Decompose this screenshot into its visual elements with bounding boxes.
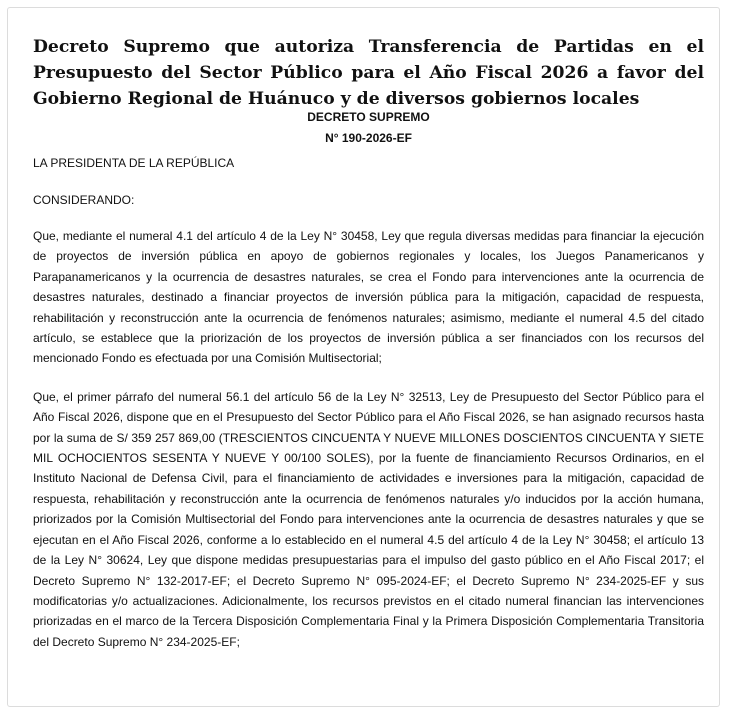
document-card: [7, 7, 720, 707]
issuing-authority: LA PRESIDENTA DE LA REPÚBLICA: [33, 156, 235, 170]
decree-number: N° 190-2026-EF: [325, 131, 412, 145]
considering-paragraph: Que, el primer párrafo del numeral 56.1 del artículo 56 de la Ley N° 32513, Ley de Presupuesto del Sector Público para el Año Fiscal 2026, dispone que en el Presupuesto del Sector Público para el Año Fiscal 2026, se han asignado recursos hasta por la suma de S/ 359 257 869,00 (TRESCIENTOS CINCUENTA Y NUEVE MILLONES DOSCIENTOS CINCUENTA Y SIETE MIL OCHOCIENTOS SESENTA Y NUEVE Y 00/100 SOLES), por la fuente de financiamiento Recursos Ordinarios, en el Instituto Nacional de Defensa Civil, para el financiamiento de actividades e inversiones para la mitigación, capacidad de respuesta, rehabilitación y reconstrucción ante la ocurrencia de fenómenos naturales y/o inducidos por la acción humana, priorizados por la Comisión Multisectorial del Fondo para intervenciones ante la ocurrencia de desastres naturales y que se ejecutan en el Año Fiscal 2026, conforme a lo establecido en el numeral 4.5 del artículo 4 de la Ley N° 30458; el artículo 13 de la Ley N° 30624, Ley que dispone medidas presupuestarias para el impulso del gasto público en el Año Fiscal 2017; el Decreto Supremo N° 132-2017-EF; el Decreto Supremo N° 095-2024-EF; el Decreto Supremo N° 234-2025-EF y sus modificatorias y/o actualizaciones. Adicionalmente, los recursos previstos en el citado numeral financian las intervenciones priorizadas en el marco de la Tercera Disposición Complementaria Final y la Primera Disposición Complementaria Transitoria del Decreto Supremo N° 234-2025-EF;: [33, 389, 704, 649]
document-body: [33, 34, 704, 652]
document-title: Decreto Supremo que autoriza Transferencia de Partidas en el Presupuesto del Sector Público para el Año Fiscal 2026 a favor del Gobierno Regional de Huánuco y de diversos gobiernos locales: [33, 37, 704, 109]
decree-type-label: DECRETO SUPREMO: [307, 110, 430, 124]
considering-paragraph: Que, mediante el numeral 4.1 del artículo 4 de la Ley N° 30458, Ley que regula diversas medidas para financiar la ejecución de proyectos de inversión pública en apoyo de gobiernos regionales y locales, los Juegos Panamericanos y Parapanamericanos y la ocurrencia de desastres naturales, se crea el Fondo para intervenciones ante la ocurrencia de desastres naturales, destinado a financiar proyectos de inversión pública para la mitigación, capacidad de respuesta, rehabilitación y reconstrucción ante la ocurrencia de fenómenos naturales; asimismo, mediante el numeral 4.5 del citado artículo, se establece que la priorización de los proyectos de inversión pública a ser financiados con los recursos del mencionado Fondo es efectuada por una Comisión Multisectorial;: [33, 229, 704, 366]
considering-heading: CONSIDERANDO:: [33, 193, 135, 207]
